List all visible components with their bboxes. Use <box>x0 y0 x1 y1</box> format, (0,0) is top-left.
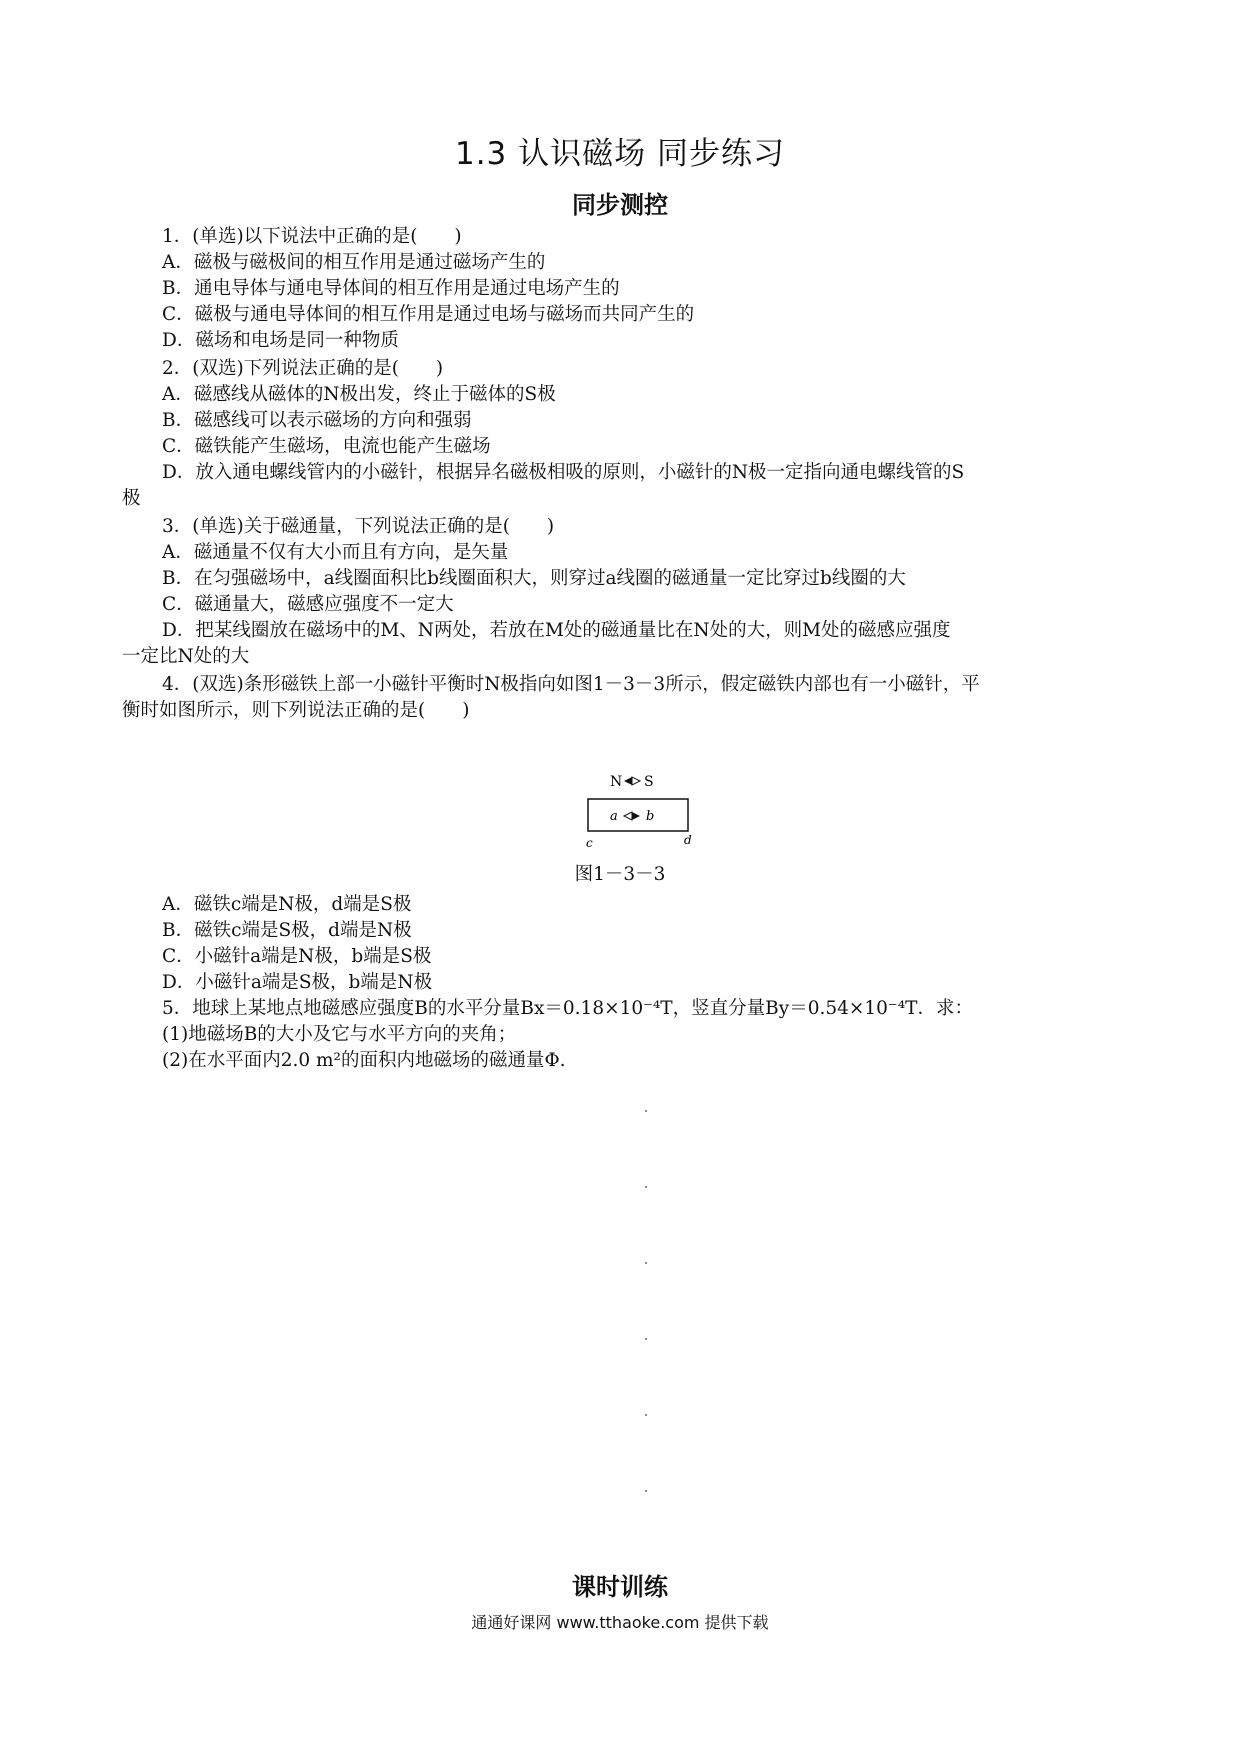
figure-caption: 图1－3－3 <box>574 864 666 885</box>
question-4-option-b: B．磁铁c端是S极，d端是N极 <box>162 920 412 941</box>
question-1-option-c: C．磁极与通电导体间的相互作用是通过电场与磁场而共同产生的 <box>162 304 695 325</box>
question-2-option-b: B．磁感线可以表示磁场的方向和强弱 <box>162 410 472 431</box>
dotted-guide <box>645 1110 649 1566</box>
figure-label-n: N <box>610 774 623 790</box>
compass-needle-right-icon <box>632 777 640 785</box>
question-2-option-c: C．磁铁能产生磁场，电流也能产生磁场 <box>162 436 491 457</box>
bar-magnet-diagram <box>560 772 700 862</box>
question-3-stem: 3．(单选)关于磁通量，下列说法正确的是( ) <box>162 516 555 537</box>
question-1-option-b: B．通电导体与通电导体间的相互作用是通过电场产生的 <box>162 278 620 299</box>
compass-needle-left-icon <box>624 777 632 785</box>
question-1-option-a: A．磁极与磁极间的相互作用是通过磁场产生的 <box>162 252 546 273</box>
question-2-option-d-cont: 极 <box>122 488 141 509</box>
figure-label-c: c <box>586 836 593 850</box>
question-3-option-d-cont: 一定比N处的大 <box>122 646 250 667</box>
question-4-option-a: A．磁铁c端是N极，d端是S极 <box>162 894 412 915</box>
section-heading-training: 课时训练 <box>572 1573 668 1601</box>
figure-label-b: b <box>646 809 655 824</box>
question-2-option-d: D．放入通电螺线管内的小磁针，根据异名磁极相吸的原则，小磁针的N极一定指向通电螺线管的S <box>162 462 965 483</box>
figure-label-a: a <box>610 809 618 824</box>
figure-label-d: d <box>684 833 692 847</box>
question-3-option-a: A．磁通量不仅有大小而且有方向，是矢量 <box>162 542 509 563</box>
figure-label-s: S <box>644 774 654 790</box>
footer-credit: 通通好课网 www.tthaoke.com 提供下载 <box>471 1613 769 1632</box>
question-5-stem: 5．地球上某地点地磁感应强度B的水平分量Bx＝0.18×10⁻⁴T，竖直分量By＝0.54×10⁻⁴T．求： <box>162 998 973 1019</box>
section-heading-practice: 同步测控 <box>572 191 668 219</box>
question-1-option-d: D．磁场和电场是同一种物质 <box>162 330 399 351</box>
question-4-option-c: C．小磁针a端是N极，b端是S极 <box>162 946 432 967</box>
question-2-stem: 2．(双选)下列说法正确的是( ) <box>162 358 444 379</box>
question-4-stem-cont: 衡时如图所示，则下列说法正确的是( ) <box>122 700 470 721</box>
question-5-part-2: (2)在水平面内2.0 m²的面积内地磁场的磁通量Φ. <box>162 1050 566 1071</box>
question-3-option-d: D．把某线圈放在磁场中的M、N两处，若放在M处的磁通量比在N处的大，则M处的磁感应强度 <box>162 620 951 641</box>
question-2-option-a: A．磁感线从磁体的N极出发，终止于磁体的S极 <box>162 384 556 405</box>
page-title: 1.3 认识磁场 同步练习 <box>454 136 785 172</box>
question-4-option-d: D．小磁针a端是S极，b端是N极 <box>162 972 433 993</box>
question-1-stem: 1．(单选)以下说法中正确的是( ) <box>162 226 462 247</box>
question-3-option-c: C．磁通量大，磁感应强度不一定大 <box>162 594 454 615</box>
question-3-option-b: B．在匀强磁场中，a线圈面积比b线圈面积大，则穿过a线圈的磁通量一定比穿过b线圈的大 <box>162 568 906 589</box>
question-4-stem: 4．(双选)条形磁铁上部一小磁针平衡时N极指向如图1－3－3所示，假定磁铁内部也有一小磁针，平 <box>162 674 980 695</box>
question-5-part-1: (1)地磁场B的大小及它与水平方向的夹角； <box>162 1024 517 1045</box>
